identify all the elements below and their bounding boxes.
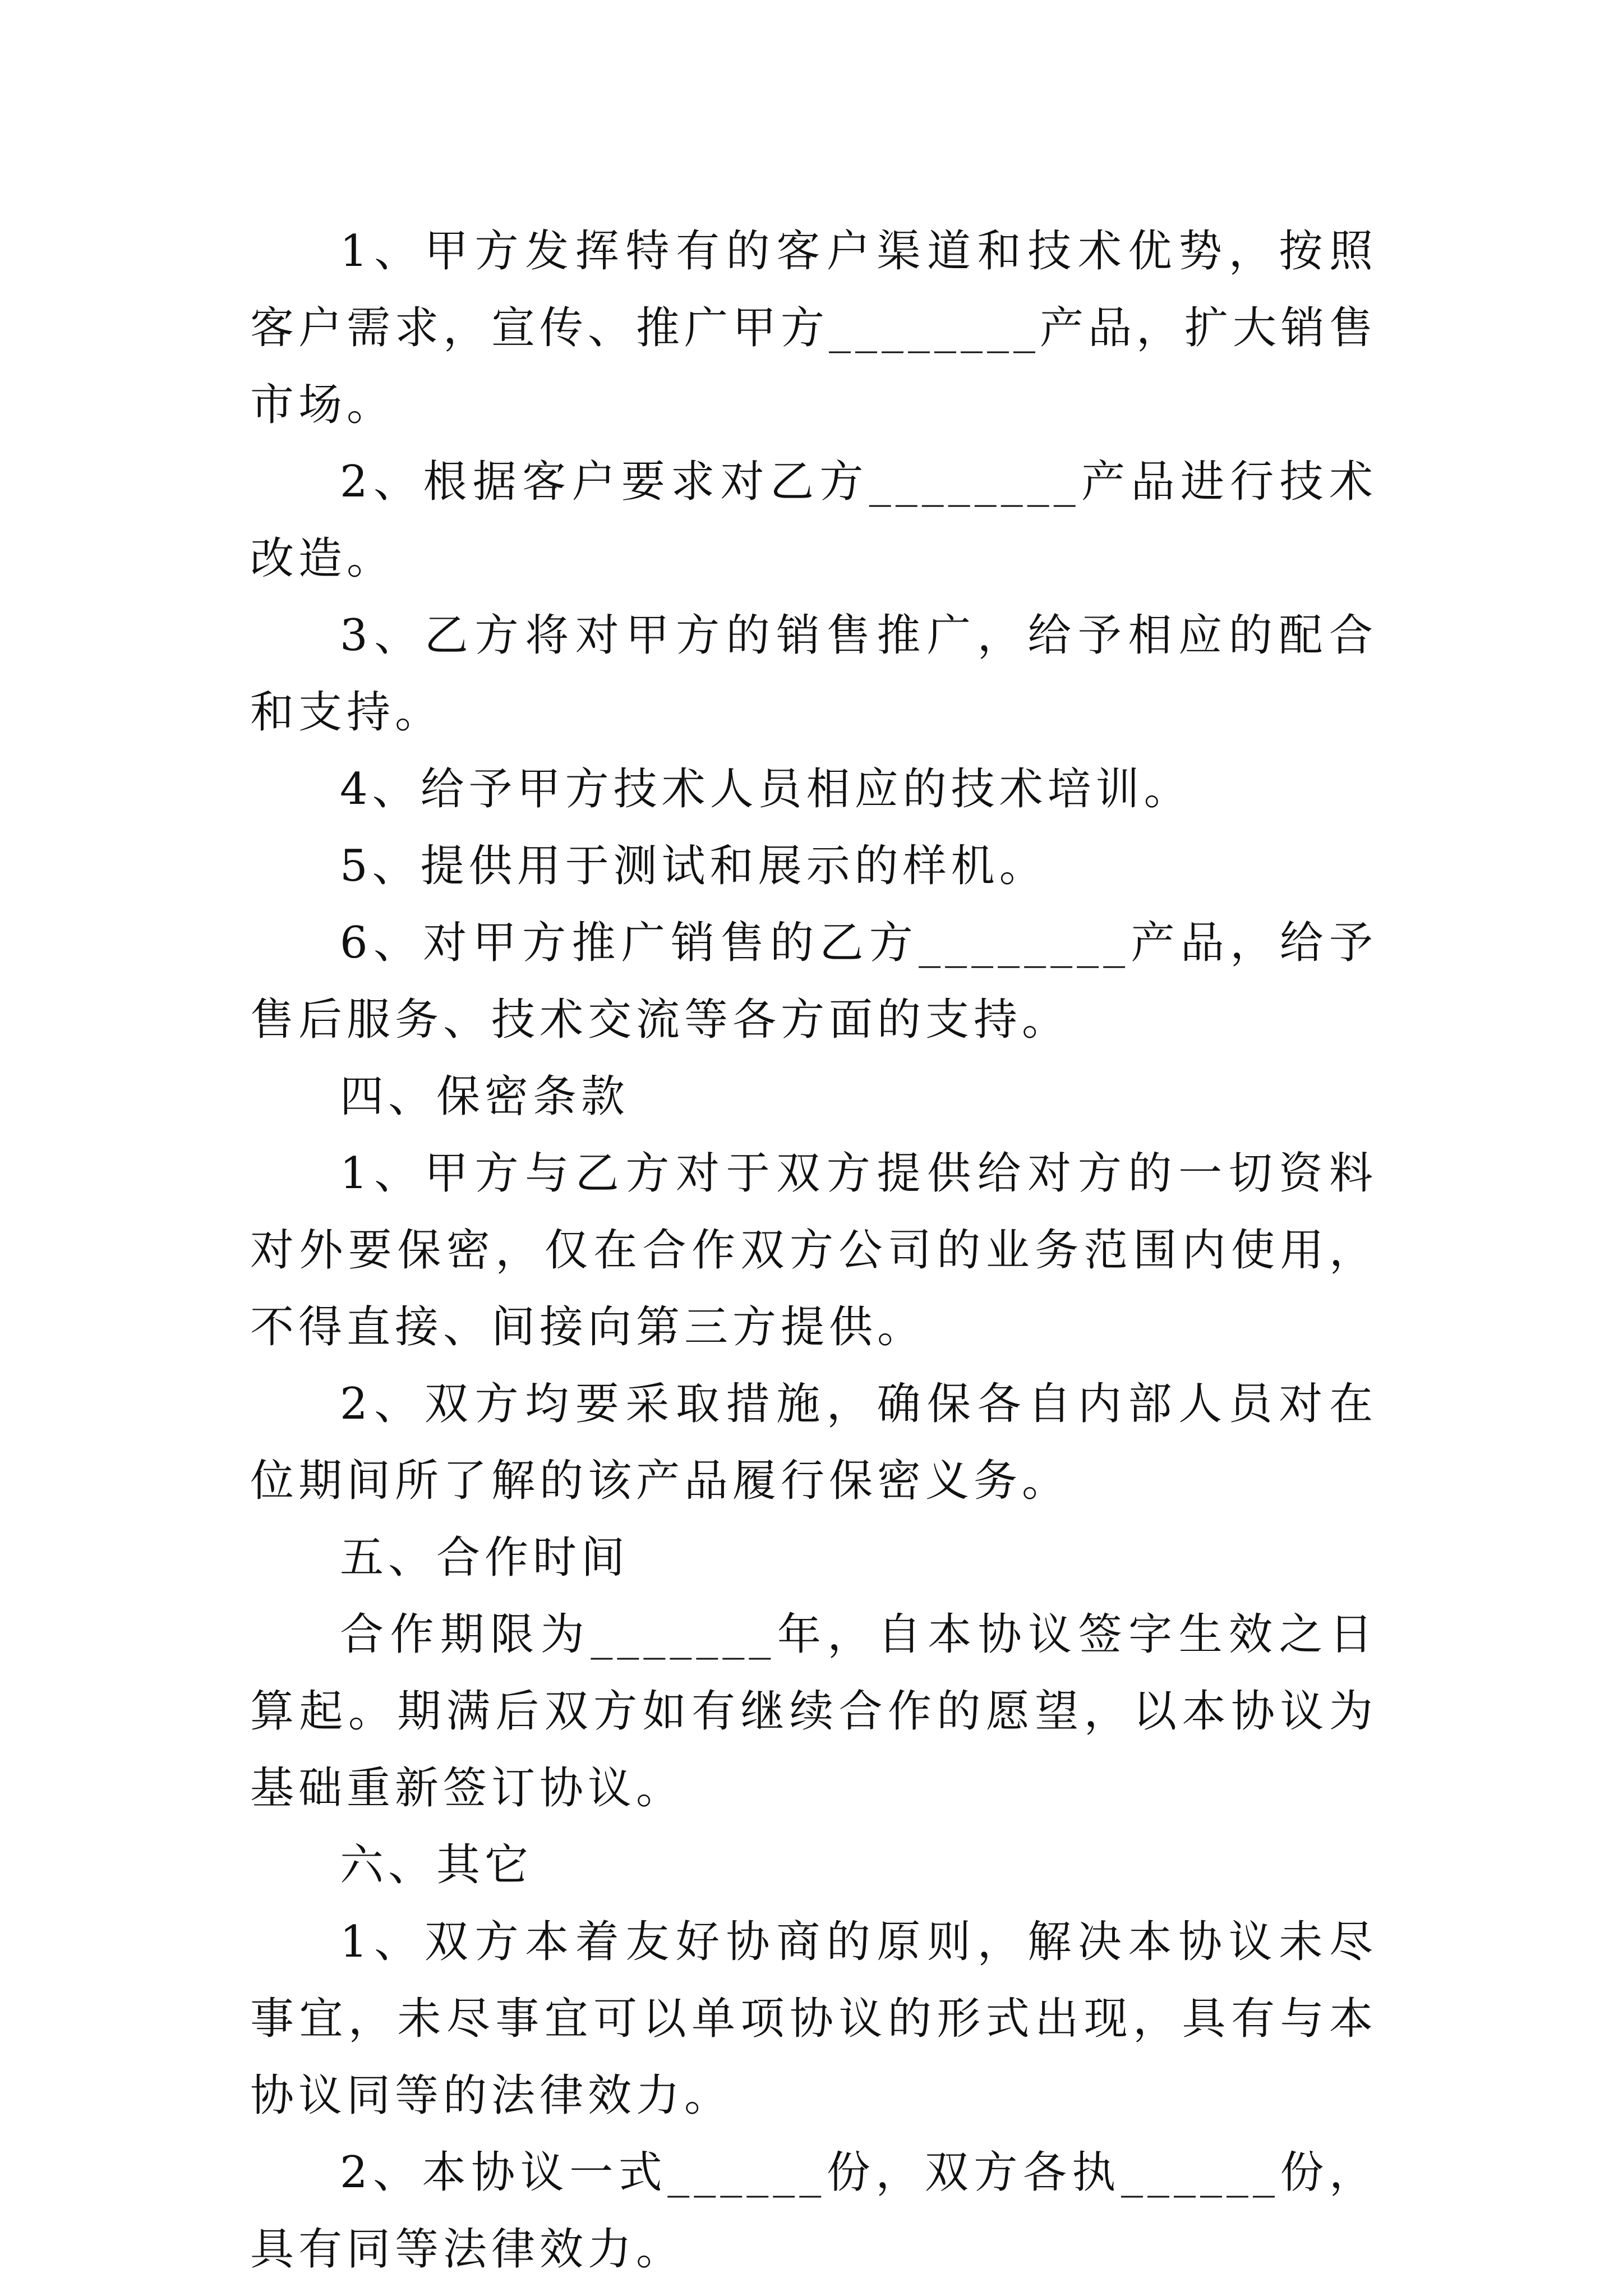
clause-3-item-1: 1、甲方发挥特有的客户渠道和技术优势，按照客户需求，宣传、推广甲方________产品，扩大销售市场。 bbox=[250, 226, 1378, 430]
clause-3-item-6: 6、对甲方推广销售的乙方________产品，给予售后服务、技术交流等各方面的支持。 bbox=[250, 918, 1377, 1045]
clause-4-item-2: 2、双方均要采取措施，确保各自内部人员对在位期间所了解的该产品履行保密义务。 bbox=[250, 1379, 1377, 1506]
clause-4-item-1: 1、甲方与乙方对于双方提供给对方的一切资料对外要保密，仅在合作双方公司的业务范围内使用，不得直接、间接向第三方提供。 bbox=[250, 1148, 1377, 1352]
clause-3-item-2: 2、根据客户要求对乙方________产品进行技术改造。 bbox=[250, 457, 1377, 584]
section-heading-confidentiality: 四、保密条款 bbox=[340, 1071, 630, 1122]
clause-6-item-2: 2、本协议一式______份，双方各执______份，具有同等法律效力。 bbox=[250, 2147, 1377, 2275]
clause-3-item-3: 3、乙方将对甲方的销售推广，给予相应的配合和支持。 bbox=[250, 610, 1377, 738]
document-body bbox=[250, 213, 1377, 2288]
clause-3-item-4: 4、给予甲方技术人员相应的技术培训。 bbox=[340, 764, 1192, 815]
clause-3-item-5: 5、提供用于测试和展示的样机。 bbox=[340, 841, 1048, 891]
section-heading-other: 六、其它 bbox=[340, 1840, 533, 1890]
clause-6-item-1: 1、双方本着友好协商的原则，解决本协议未尽事宜，未尽事宜可以单项协议的形式出现，具有与本协议同等的法律效力。 bbox=[250, 1917, 1377, 2121]
section-heading-cooperation-period: 五、合作时间 bbox=[340, 1533, 630, 1583]
clause-5-text: 合作期限为_______年，自本协议签字生效之日算起。期满后双方如有继续合作的愿望，以本协议为基础重新签订协议。 bbox=[250, 1609, 1377, 1814]
